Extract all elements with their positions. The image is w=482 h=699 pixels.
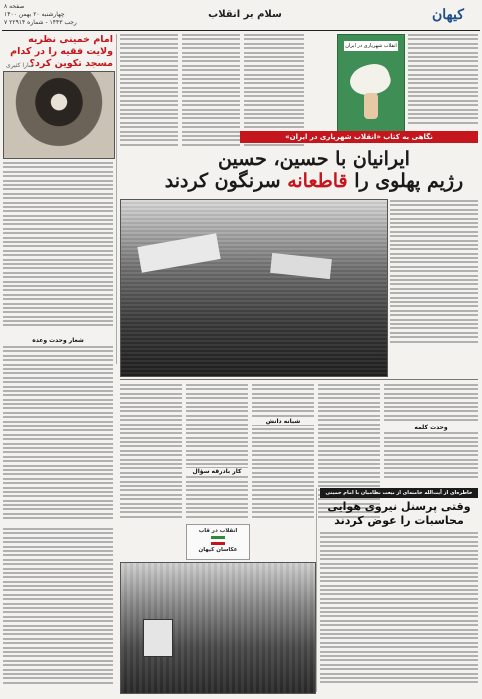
protest-banner	[137, 233, 220, 272]
lower-text-col-1	[120, 384, 182, 524]
lower-text-col-3	[252, 384, 314, 524]
book-cover-title: انقلاب شهریاری در ایران	[345, 43, 397, 49]
main-headline	[150, 148, 478, 192]
header-rule	[2, 30, 480, 31]
section-title: سلام بر انقلاب	[208, 9, 282, 20]
book-cover	[337, 34, 405, 132]
left-top-headline: امام خمینی نظریه ولایت فقیه را در کدام مسجد تکوین کرد؟	[10, 34, 113, 69]
middle-text-1	[120, 34, 178, 154]
protest-crowd-photo	[120, 199, 388, 377]
headline-line-1: ایرانیان با حسین، حسین	[218, 148, 410, 170]
logo-line-2: عکاسان کیهان	[198, 547, 238, 553]
subhead-kill-shah: کار بادرقه سؤال	[186, 468, 248, 475]
left-column-rule	[116, 34, 117, 364]
photo-bottom-rule	[120, 379, 478, 380]
flag-icon	[211, 536, 225, 545]
revolution-in-frame-logo	[186, 524, 250, 560]
page-header	[0, 0, 482, 30]
khomeini-portrait	[3, 71, 115, 159]
page-label: صفحه ۸	[4, 3, 25, 10]
byline: سارا کثیری	[6, 62, 34, 69]
headline-line-2: رژیم پهلوی را قاطعانه سرنگون کردند	[164, 170, 464, 192]
bottom-left-text	[3, 528, 113, 692]
left-column-text	[3, 162, 113, 332]
bottom-right-rule	[316, 488, 317, 692]
logo-line-1: انقلاب در قاب	[198, 528, 238, 534]
lower-text-col-5	[384, 384, 478, 484]
logo-text: کیهان	[432, 7, 464, 23]
book-review-text	[408, 34, 478, 130]
soldiers-photo	[120, 562, 316, 694]
subhead-vahdat: وحدت کلمه	[384, 424, 478, 431]
issue-line: ۷ رجب ۱۴۴۳ - شماره ۲۲۹۱۴	[4, 19, 77, 26]
lead-text-right	[390, 200, 478, 350]
bottom-headline: وقتی پرسنل نیروی هوایی محاسبات را عوض کردند	[327, 500, 471, 527]
portrait-poster	[143, 619, 173, 657]
left-column-text-2	[3, 346, 113, 526]
newspaper-logo	[432, 4, 476, 26]
lower-text-col-2	[186, 384, 248, 524]
bottom-right-text	[320, 532, 478, 690]
headline-red-word: قاطعانه	[287, 170, 348, 192]
book-caption: نگاهی به کتاب «انقلاب شهریاری در ایران»	[240, 131, 478, 143]
date-line: چهارشنبه ۲۰ بهمن ۱۴۰۰	[4, 11, 65, 18]
hand-illustration	[364, 93, 378, 119]
bottom-kicker-bar: خاطره‌ای از آیت‌الله خامنه‌ای از بیعت نظامیان با امام خمینی	[320, 488, 478, 498]
protest-banner-2	[270, 253, 332, 279]
middle-text-2	[182, 34, 240, 154]
subhead-promises: شعار وحدت وعده	[32, 337, 84, 344]
subhead-nightly: شبانه دانش	[252, 418, 314, 425]
